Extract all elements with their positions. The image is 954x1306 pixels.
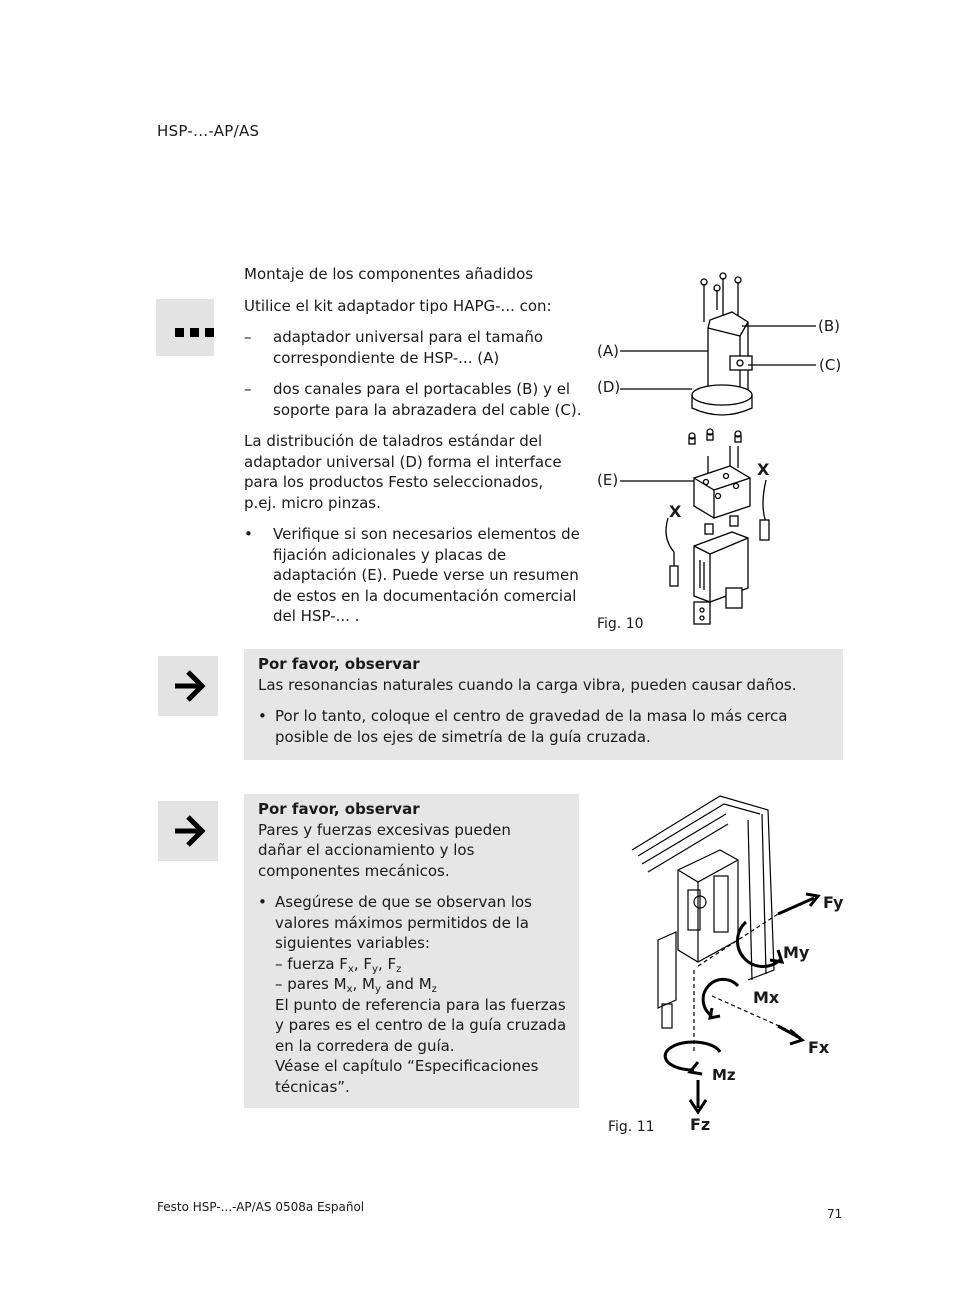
label-fx: Fx (808, 1038, 830, 1057)
figure-11-caption: Fig. 11 (608, 1119, 655, 1135)
list-item: – dos canales para el portacables (B) y el soporte para la abrazadera del cable (C). (244, 380, 582, 419)
section-intro: Utilice el kit adaptador tipo HAPG-... con: (244, 296, 552, 315)
three-dots-icon (156, 299, 214, 356)
figure-10-caption: Fig. 10 (597, 616, 644, 632)
force-line: – fuerza $F_x$, $F_y$, $F_z$ (275, 954, 402, 975)
bullet-list (244, 524, 584, 627)
label-mx: Mx (753, 988, 780, 1007)
label-my: My (783, 943, 810, 962)
note-bullet: • Por lo tanto, coloque el centro de gravedad de la masa lo más cerca posible de los ejes de simetría de la guía cruzada. (258, 707, 788, 746)
arrow-right-icon (158, 801, 218, 861)
dash-list (244, 327, 584, 420)
figure-10-drawing (590, 270, 850, 640)
footer-text: Festo HSP-...-AP/AS 0508a Español (157, 1200, 365, 1214)
note-title: Por favor, observar (258, 800, 420, 818)
page-number: 71 (827, 1207, 843, 1221)
mounting-section (244, 264, 584, 638)
note-box-forces (244, 794, 579, 1108)
list-item: – adaptador universal para el tamaño correspondiente de HSP-... (A) (244, 328, 544, 367)
label-b: (B) (818, 317, 840, 335)
label-fy: Fy (823, 893, 844, 912)
label-x-left: X (669, 502, 682, 521)
label-fz: Fz (690, 1115, 711, 1134)
figure-11-drawing (628, 790, 848, 1140)
section-heading: Montaje de los componentes añadidos (244, 265, 534, 283)
note-text: Las resonancias naturales cuando la carga vibra, pueden causar daños. (258, 675, 797, 694)
note-box-resonance (244, 649, 843, 760)
label-c: (C) (819, 356, 842, 374)
label-mz: Mz (712, 1066, 736, 1084)
arrow-right-icon (158, 656, 218, 716)
page-header: HSP-...-AP/AS (157, 122, 260, 140)
label-x-right: X (757, 460, 770, 479)
note-bullet: • Asegúrese de que se observan los valores máximos permitidos de la siguientes variables: – fuerza $F_x$, $F_y$, $F_z$ – pares $M_x$, $M_y$ and $M_z$ El punto de referencia para las fuerzas y pares es el centro de la guía cruzada en la corredera de guía. Véase el capítulo “Especificaciones técnicas”. (258, 892, 569, 1097)
label-d: (D) (597, 378, 621, 396)
label-e: (E) (597, 471, 619, 489)
torque-line: – pares $M_x$, $M_y$ and $M_z$ (275, 975, 437, 995)
label-a: (A) (597, 342, 619, 360)
list-item: • Verifique si son necesarios elementos de fijación adicionales y placas de adaptación (E). Puede verse un resumen de estos en la documentación comercial del HSP-... . (244, 525, 580, 625)
note-title: Por favor, observar (258, 655, 420, 673)
note-text: Pares y fuerzas excesivas pueden dañar el accionamiento y los componentes mecánicos. (258, 820, 511, 880)
section-paragraph: La distribución de taladros estándar del adaptador universal (D) forma el interface para los productos Festo seleccionados, p.ej. micro pinzas. (244, 432, 562, 512)
